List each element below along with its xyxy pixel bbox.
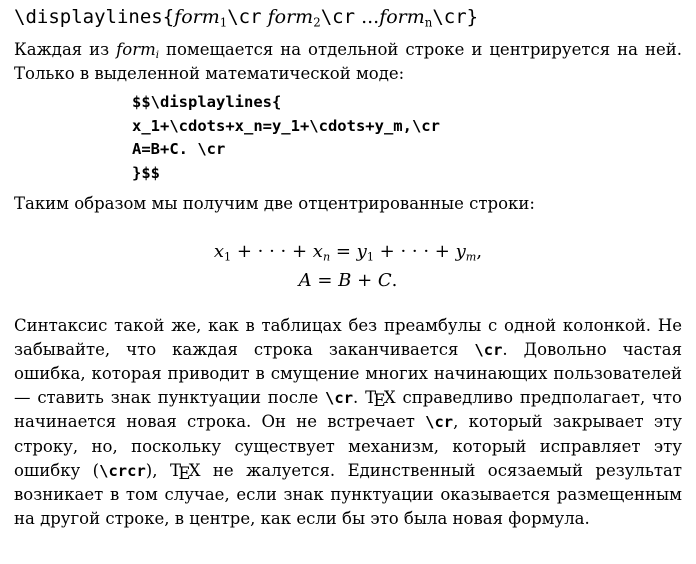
cr-keyword: \cr [474, 340, 503, 359]
var-y-m: y [455, 241, 466, 262]
var-b: B [338, 270, 352, 291]
tex-logo-x: X [188, 460, 201, 480]
sub-m: m [465, 250, 477, 264]
cr-1: \cr [227, 6, 262, 28]
sub-n: n [322, 250, 331, 264]
sub-y-1: 1 [366, 250, 374, 264]
equals-sign: = [311, 270, 339, 291]
period: . [391, 270, 398, 291]
var-x-n: x [312, 241, 323, 262]
code-line: }$$ [132, 163, 160, 182]
var-y: y [356, 241, 367, 262]
code-example [132, 91, 440, 185]
form-i-subscript: i [155, 50, 160, 62]
ellipsis: ... [361, 6, 380, 28]
cr-keyword: \cr [425, 413, 454, 432]
paragraph-result-intro: Таким образом мы получим две отцентрированные строки: [14, 194, 535, 213]
closing-brace: } [466, 6, 479, 28]
form-n: form [379, 6, 425, 28]
var-c: C [377, 270, 392, 291]
form-2: form [267, 6, 314, 28]
math-line-1 [14, 237, 682, 266]
form-n-subscript: n [424, 15, 433, 30]
p3-text: , который закрывает эту строку, но, поскольку существует механизм, который исправляет эту ошибку ( [14, 412, 682, 480]
syntax-heading [14, 4, 478, 30]
p3-text: ), [145, 460, 170, 480]
p3-text: справедливо предполагает, что начинается новая строка. Он не встречает [14, 387, 682, 432]
display-math [14, 237, 682, 295]
form-1: form [174, 6, 220, 28]
math-line-2 [14, 266, 682, 295]
equals-sign: = [330, 241, 357, 262]
tex-logo-e: E [178, 464, 191, 484]
form-1-subscript: 1 [219, 15, 228, 30]
comma: , [476, 241, 483, 262]
paragraph-description [14, 38, 682, 85]
var-a: A [298, 270, 312, 291]
tex-logo-x: X [383, 387, 396, 407]
var-x: x [213, 241, 225, 262]
code-line: $$\displaylines{ [132, 93, 282, 111]
plus-sign: + [351, 270, 378, 291]
p3-text: Синтаксис такой же, как в таблицах без преамбулы с одной колонкой. Не забывайте, что каждая строка заканчивается [14, 316, 682, 359]
paragraph-explanation [14, 314, 682, 530]
command-text: \displaylines{ [14, 6, 175, 28]
sub-1: 1 [224, 250, 232, 264]
cr-keyword: \cr [325, 388, 354, 407]
tex-logo-t: T [365, 387, 377, 407]
p1-text-end: помещается на отдельной строке и центрируется на ней. Только в выделенной математической моде: [14, 40, 682, 83]
form-i: form [116, 40, 156, 59]
p3-text: . Довольно частая ошибка, которая приводит в смущение многих начинающих пользователей — ставить знак пунктуации после [14, 339, 682, 407]
cr-2: \cr [320, 6, 356, 28]
code-line: A=B+C. \cr [132, 140, 226, 159]
p3-text: . [353, 387, 366, 407]
form-2-subscript: 2 [313, 15, 321, 30]
tex-logo [169, 460, 201, 484]
plus-cdots-plus-2: + · · · + [373, 241, 456, 262]
p3-text: не жалуется. Единственный осязаемый результат возникает в том случае, если знак пунктуации оказывается размещенным на другой строке, в центре, как если бы это была новая формула. [14, 460, 682, 528]
tex-logo-e: E [373, 391, 386, 411]
tex-logo-t: T [169, 460, 181, 480]
crcr-keyword: \crcr [99, 461, 146, 480]
p1-text-start: Каждая из [14, 40, 117, 59]
tex-logo [365, 387, 396, 411]
plus-cdots-plus: + · · · + [231, 241, 313, 262]
cr-n: \cr [432, 6, 467, 28]
code-line: x_1+\cdots+x_n=y_1+\cdots+y_m,\cr [132, 116, 440, 135]
